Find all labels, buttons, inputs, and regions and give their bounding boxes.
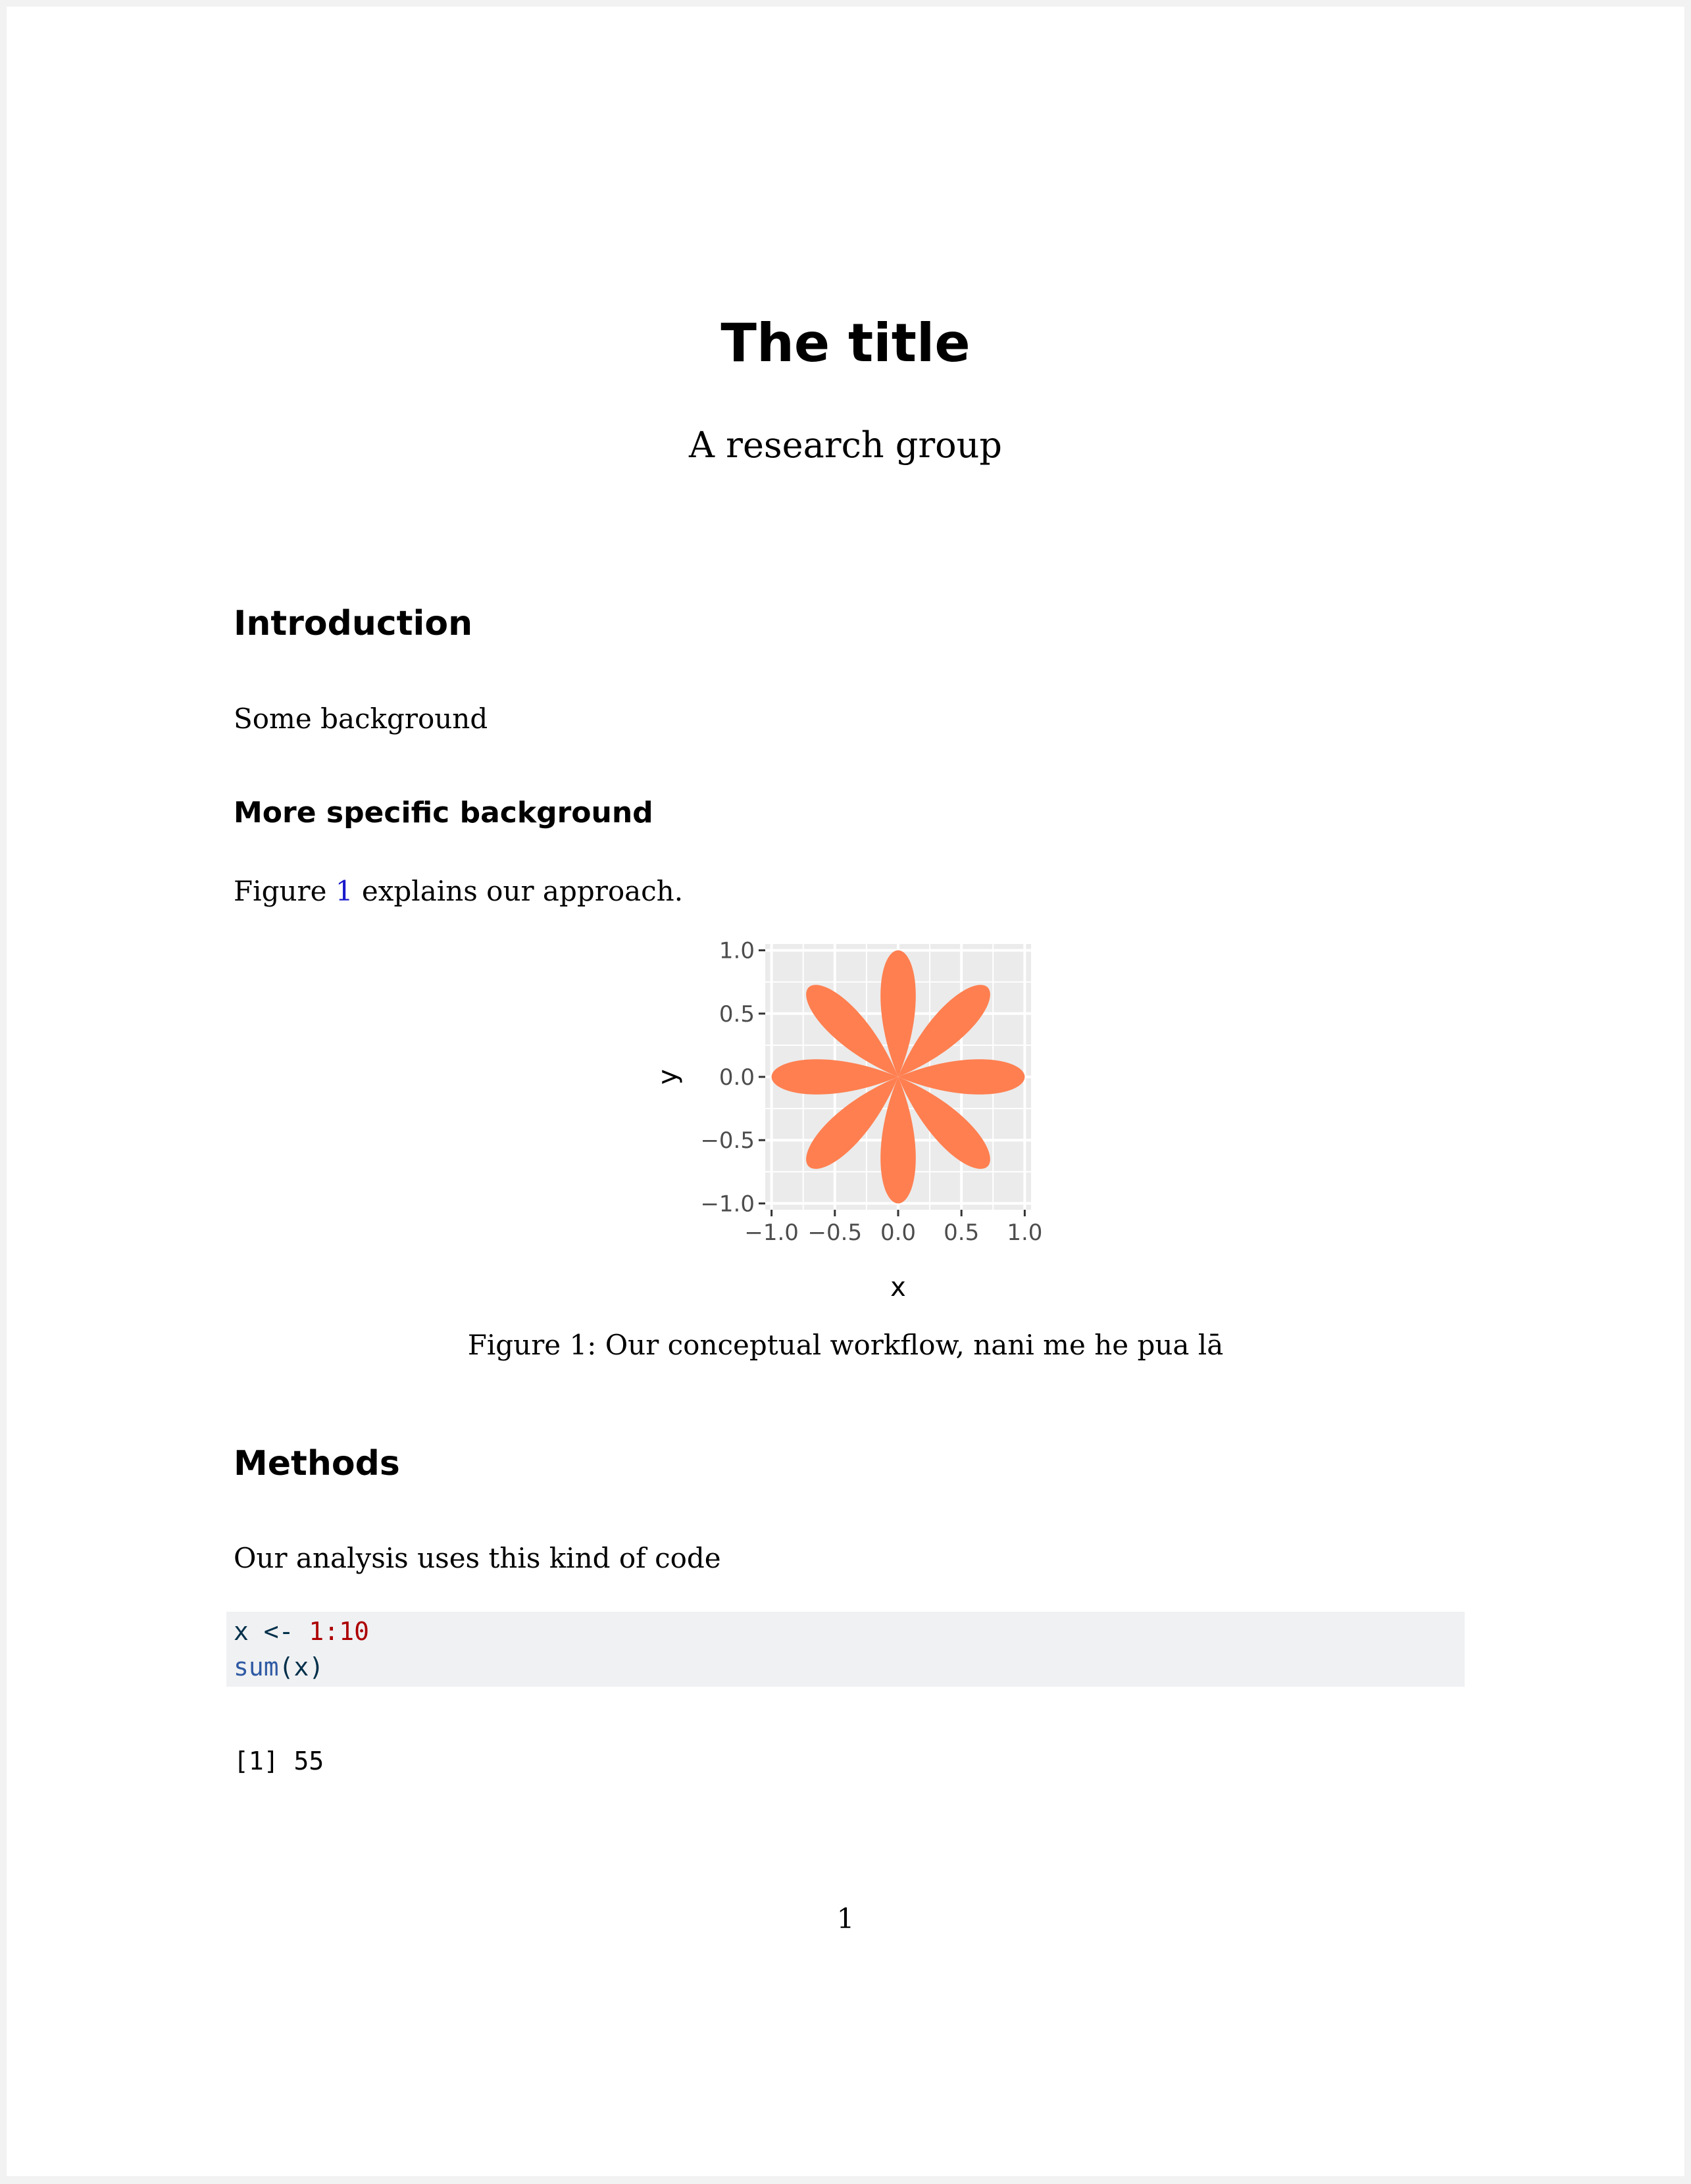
code-function: sum	[234, 1652, 279, 1681]
heading-introduction: Introduction	[234, 604, 473, 643]
x-tick-label: 0.0	[880, 1220, 917, 1246]
code-range-end: 10	[339, 1617, 369, 1646]
heading-specific-background: More specific background	[234, 796, 653, 830]
polar-rose-chart	[653, 928, 1053, 1309]
y-tick-label: 1.0	[719, 937, 755, 964]
y-tick-label: −0.5	[700, 1128, 755, 1154]
heading-methods: Methods	[234, 1444, 400, 1483]
paragraph-text-end: explains our approach.	[353, 875, 684, 907]
paragraph-text-start: Figure	[234, 875, 336, 907]
y-tick-label: 0.5	[719, 1001, 755, 1028]
code-range-colon: :	[324, 1617, 340, 1646]
x-axis-title: x	[890, 1272, 906, 1303]
x-tick-label: 1.0	[1007, 1220, 1043, 1246]
code-range-start: 1	[309, 1617, 324, 1646]
code-assign-op: <-	[248, 1617, 309, 1646]
figure-1-link[interactable]: 1	[335, 875, 353, 907]
x-tick-label: 0.5	[944, 1220, 980, 1246]
y-tick-label: 0.0	[719, 1064, 755, 1091]
figure-caption: Figure 1: Our conceptual workflow, nani me he pua lā	[467, 1329, 1224, 1361]
code-line-1	[234, 1617, 369, 1646]
document-author: A research group	[688, 424, 1003, 466]
rose-petals	[772, 951, 1025, 1204]
y-axis-title: y	[653, 1069, 683, 1085]
document-page	[7, 7, 1684, 2176]
code-block	[226, 1612, 1465, 1687]
x-tick-label: −0.5	[807, 1220, 863, 1246]
paragraph-methods: Our analysis uses this kind of code	[234, 1542, 721, 1574]
paragraph-background: Some background	[234, 703, 488, 735]
page-number: 1	[836, 1902, 855, 1935]
paragraph-figure-reference	[234, 875, 683, 907]
code-args: (x)	[278, 1652, 324, 1681]
y-tick-label: −1.0	[700, 1191, 755, 1218]
x-tick-label: −1.0	[744, 1220, 799, 1246]
code-output: [1] 55	[234, 1747, 324, 1775]
document-title: The title	[720, 312, 971, 374]
code-var: x	[234, 1617, 249, 1646]
code-line-2	[234, 1652, 324, 1681]
